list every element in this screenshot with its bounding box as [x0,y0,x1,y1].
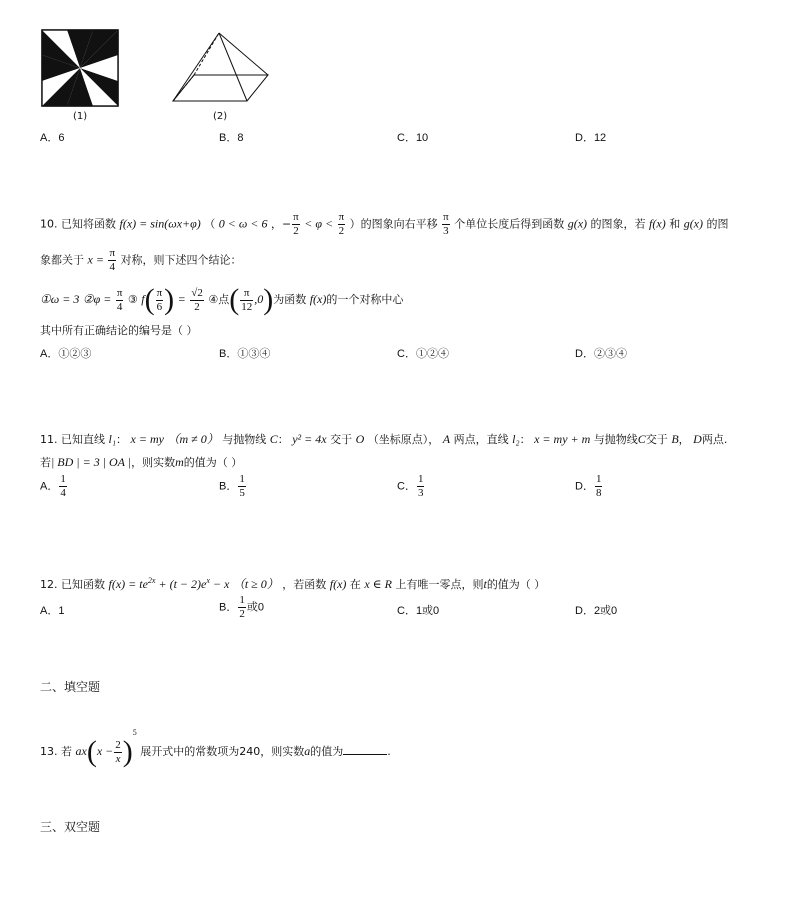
q10-number: 10. [40,217,58,231]
q13-power: 5 [132,728,137,737]
q10-conclusion-1: ①ω = 3 [40,292,80,306]
q9-option-b: B．8 [219,132,244,144]
q10-shift-fraction: $\frac{\pi}{3}$ [443,211,449,237]
q11-O: O [355,432,365,446]
q12-number: 12. [40,578,58,591]
q11-A: A [442,432,451,446]
q10-c3-result: $\frac{√2}{2}$ [191,286,203,313]
q10-text-4: 的图 [706,217,729,231]
q10-phi-range: < φ < [304,216,334,231]
q10-conclusions: ①ω = 3 ②φ = $\frac{\pi}{4}$ ③ f( $\frac{\pi}{6}$ ) = $\frac{√2}{2}$ ④点( $\frac{\pi}{12}$ ,0)为函数 f(x)的一个对称中心 [40,283,404,316]
q10-line-1: 10. 已知将函数 f(x) = sin(ωx+φ) （ 0 < ω < 6 ，− $\frac{\pi}{2}$ < φ < $\frac{\pi}{2}$ ）的图象向右平移 $\frac{\pi}{3}$ 个单位长度后得到函数 g(x) 的图象，若 f(x) 和 g(x) 的图 [40,211,729,237]
q11-l2: l₂ [512,432,520,446]
q13-inner-fraction: $\frac{2}{x}$ [115,738,121,765]
q11-line-1: 11. 已知直线 l₁： x = my （m ≠ 0） 与抛物线 C： y² = 4x 交于 O （坐标原点）， A 两点，直线 l₂： x = my + m 与抛物线C交于 B， D两点. [40,432,728,446]
figure-2-pyramid [170,30,272,104]
q10-text-1: 已知将函数 [61,217,116,231]
q11-option-c: C． $\frac{1}{3}$ [397,473,424,499]
q11-option-a: A． $\frac{1}{4}$ [40,473,66,499]
q11-condition: | BD | = 3 | OA | [51,455,132,469]
q12-option-d: D．2或0 [575,605,618,617]
q11-B: B [671,432,679,446]
q10-c4-tail: ,0 [254,292,264,306]
q12-option-c: C．1或0 [397,605,440,617]
q13-line: 13. 若 ax(x − $\frac{2}{x}$ )$^5$ 展开式中的常数项为240，则实数a的值为 . [40,728,391,768]
q10-option-a: A．①②③ [40,348,92,360]
q11-text-2: 与抛物线 [222,433,267,446]
figure-1-pinwheel [41,29,119,107]
q11-l1-eq: x = my [130,432,164,446]
q12-line-1: 12. 已知函数 $f(x) = te^{2x} + (t - 2)e^x - x$ （t ≥ 0） ，若函数 f(x) 在 x ∈ R 上有唯一零点，则t的值为（ ） [40,576,546,591]
q10-pi-over-2: $\frac{\pi}{2}$ [338,211,345,237]
q13-ax: ax [75,744,87,758]
section-heading-double-blank: 三、双空题 [40,820,101,834]
q10-line-2 [40,248,242,273]
q11-line-2: 若| BD | = 3 | OA |，则实数m的值为（ ） [40,455,243,469]
q10-neg-pi-over-2: $\frac{\pi}{2}$ [293,211,299,237]
q10-conclusion-4: ④点 [208,293,230,306]
q10-axis-fraction: $\frac{\pi}{4}$ [109,247,115,273]
q12-domain: x ∈ R [364,577,392,591]
q12-f-def: $f(x) = te^{2x} + (t - 2)e^x - x$ [108,576,230,591]
q10-omega-cond: 0 < ω < 6 [218,216,268,231]
q10-g2: g(x) [683,216,704,231]
q9-option-d: D．12 [575,132,607,144]
q10-line2-a: 象都关于 [40,253,84,267]
q10-cond-open: （ [204,217,216,231]
q10-option-d: D．②③④ [575,348,627,360]
q12-option-b: B． $\frac{1}{2}$ 或0 [219,594,264,620]
q10-c4-fraction: $\frac{\pi}{12}$ [241,286,253,313]
q10-g: g(x) [567,216,588,231]
q10-and: 和 [669,217,681,231]
q10-c3-fraction: $\frac{\pi}{6}$ [156,286,163,313]
q12-option-a: A．1 [40,605,65,617]
q9-option-c: C．10 [397,132,429,144]
q10-cond-close: ）的图象向右平移 [349,217,438,231]
q12-t-cond: （t ≥ 0） [232,577,279,591]
q10-text-3: 的图象，若 [590,217,646,231]
q10-c4-text: 为函数 [273,293,307,306]
q10-line2-b: 对称，则下述四个结论： [120,253,242,267]
q10-axis-x: x = [87,252,104,267]
q11-text-1: 已知直线 [61,433,105,446]
q11-option-d: D． $\frac{1}{8}$ [575,473,602,499]
q10-f-def: f(x) = sin(ωx+φ) [119,216,201,231]
q10-option-b: B．①③④ [219,348,271,360]
q10-question: 其中所有正确结论的编号是（ ） [40,324,198,337]
q10-option-c: C．①②④ [397,348,449,360]
q9-option-a: A．6 [40,132,65,144]
q11-m-cond: （m ≠ 0） [167,432,219,446]
q11-number: 11. [40,433,58,446]
q11-D: D [693,432,702,446]
q10-c4-text2: 的一个对称中心 [326,293,404,306]
q11-option-b: B． $\frac{1}{5}$ [219,473,245,499]
q11-C-eq: y² = 4x [292,432,327,446]
q10-f: f(x) [649,216,666,231]
q13-number: 13. [40,745,58,758]
q11-C: C [269,432,278,446]
q10-c2-fraction: $\frac{\pi}{4}$ [116,286,123,313]
q11-l1: l₁ [108,432,117,446]
q10-text-2: 个单位长度后得到函数 [454,217,565,231]
figure-2-caption: (2) [213,111,228,122]
q10-conclusion-3: ③ [127,293,138,306]
q13-answer-blank[interactable] [343,744,387,755]
q10-c3-eq: = [177,292,186,306]
q10-c4-f: f(x) [309,292,327,306]
figure-1-caption: (1) [73,111,88,122]
q10-c3-f: f [141,292,145,306]
q10-conclusion-2: ②φ = [82,292,112,306]
q11-l2-eq: x = my + m [534,432,591,446]
section-heading-fill-in: 二、填空题 [40,680,101,694]
